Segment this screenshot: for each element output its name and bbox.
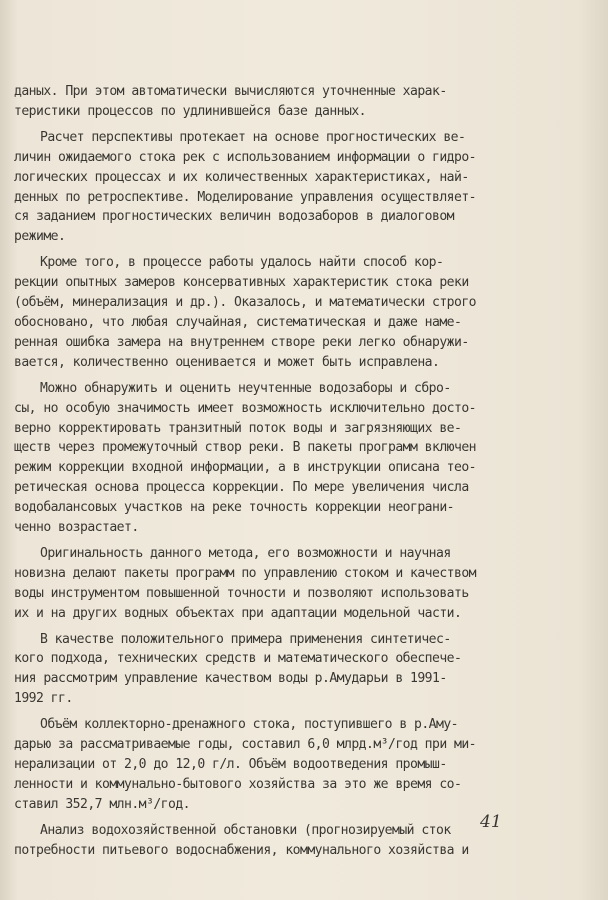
- text-line: денных по ретроспективе. Моделирование управления осуществляет-: [14, 189, 476, 205]
- text-line: даных. При этом автоматически вычисляются уточненные харак-: [14, 84, 447, 99]
- text-line: личин ожидаемого стока рек с использованием информации о гидро-: [14, 149, 476, 165]
- paragraph-p3: [14, 253, 514, 372]
- text-line: водобалансовых участков на реке точность коррекции неограни-: [14, 500, 454, 516]
- paragraph-p2: [14, 128, 514, 247]
- text-line: ся заданием прогностических величин водозаборов в диалоговом: [14, 209, 454, 225]
- paragraph-p1: [14, 82, 514, 122]
- text-line: обосновано, что любая случайная, систематическая и даже наме-: [14, 314, 462, 330]
- text-line: ленности и коммунально-бытового хозяйства за это же время со-: [14, 776, 462, 792]
- text-line: Можно обнаружить и оценить неучтенные водозаборы и сбро-: [40, 380, 451, 396]
- page-number: 41: [480, 812, 502, 832]
- paragraph-p4: [14, 379, 514, 538]
- text-line: Расчет перспективы протекает на основе прогностических ве-: [40, 129, 466, 145]
- text-line: 1992 гг.: [14, 691, 73, 707]
- text-line: Анализ водохозяйственной обстановки (прогнозируемый сток: [40, 822, 451, 838]
- text-line: верно корректировать транзитный поток воды и загрязняющих ве-: [14, 420, 462, 436]
- text-line: дарью за рассматриваемые годы, составил 6,0 млрд.м³/год при ми-: [14, 737, 476, 753]
- text-line: воды инструментом повышенной точности и позволяют использовать: [14, 585, 469, 601]
- text-line: ществ через промежуточный створ реки. В пакеты программ включен: [14, 440, 476, 456]
- text-line: нерализации от 2,0 до 12,0 г/л. Объём водоотведения промыш-: [14, 757, 447, 772]
- text-line: новизна делают пакеты программ по управлению стоком и качеством: [14, 565, 476, 581]
- text-line: теристики процессов по удлинившейся базе данных.: [14, 103, 366, 119]
- text-line: их и на других водных объектах при адаптации модельной части.: [14, 605, 462, 621]
- text-line: ренная ошибка замера на внутреннем створе реки легко обнаружи-: [14, 334, 469, 350]
- text-line: Оригинальность данного метода, его возможности и научная: [40, 545, 451, 561]
- text-line: вается, количественно оценивается и может быть исправлена.: [14, 354, 440, 370]
- paragraph-p5: [14, 544, 514, 624]
- text-line: ретическая основа процесса коррекции. По мере увеличения числа: [14, 480, 469, 496]
- text-line: рекции опытных замеров консервативных характеристик стока реки: [14, 275, 469, 291]
- paragraph-p8: [14, 821, 514, 861]
- body-text: [14, 82, 514, 867]
- text-line: ния рассмотрим управление качеством воды р.Амударьи в 1991-: [14, 671, 447, 687]
- text-line: ставил 352,7 млн.м³/год.: [14, 796, 190, 812]
- text-line: режим коррекции входной информации, а в инструкции описана тео-: [14, 460, 476, 476]
- paragraph-p7: [14, 715, 514, 815]
- text-line: ченно возрастает.: [14, 520, 139, 536]
- text-line: В качестве положительного примера применения синтетичес-: [40, 631, 451, 647]
- text-line: логических процессах и их количественных характеристиках, най-: [14, 169, 469, 185]
- text-line: режиме.: [14, 229, 66, 245]
- text-line: кого подхода, технических средств и математического обеспече-: [14, 651, 462, 667]
- text-line: (объём, минерализация и др.). Оказалось, и математически строго: [14, 295, 476, 311]
- text-line: потребности питьевого водоснабжения, коммунального хозяйства и: [14, 842, 469, 858]
- paragraph-p6: [14, 630, 514, 710]
- text-line: Кроме того, в процессе работы удалось найти способ кор-: [40, 255, 444, 271]
- text-line: Объём коллекторно-дренажного стока, поступившего в р.Аму-: [40, 717, 458, 733]
- text-line: сы, но особую значимость имеет возможность исключительно досто-: [14, 400, 476, 416]
